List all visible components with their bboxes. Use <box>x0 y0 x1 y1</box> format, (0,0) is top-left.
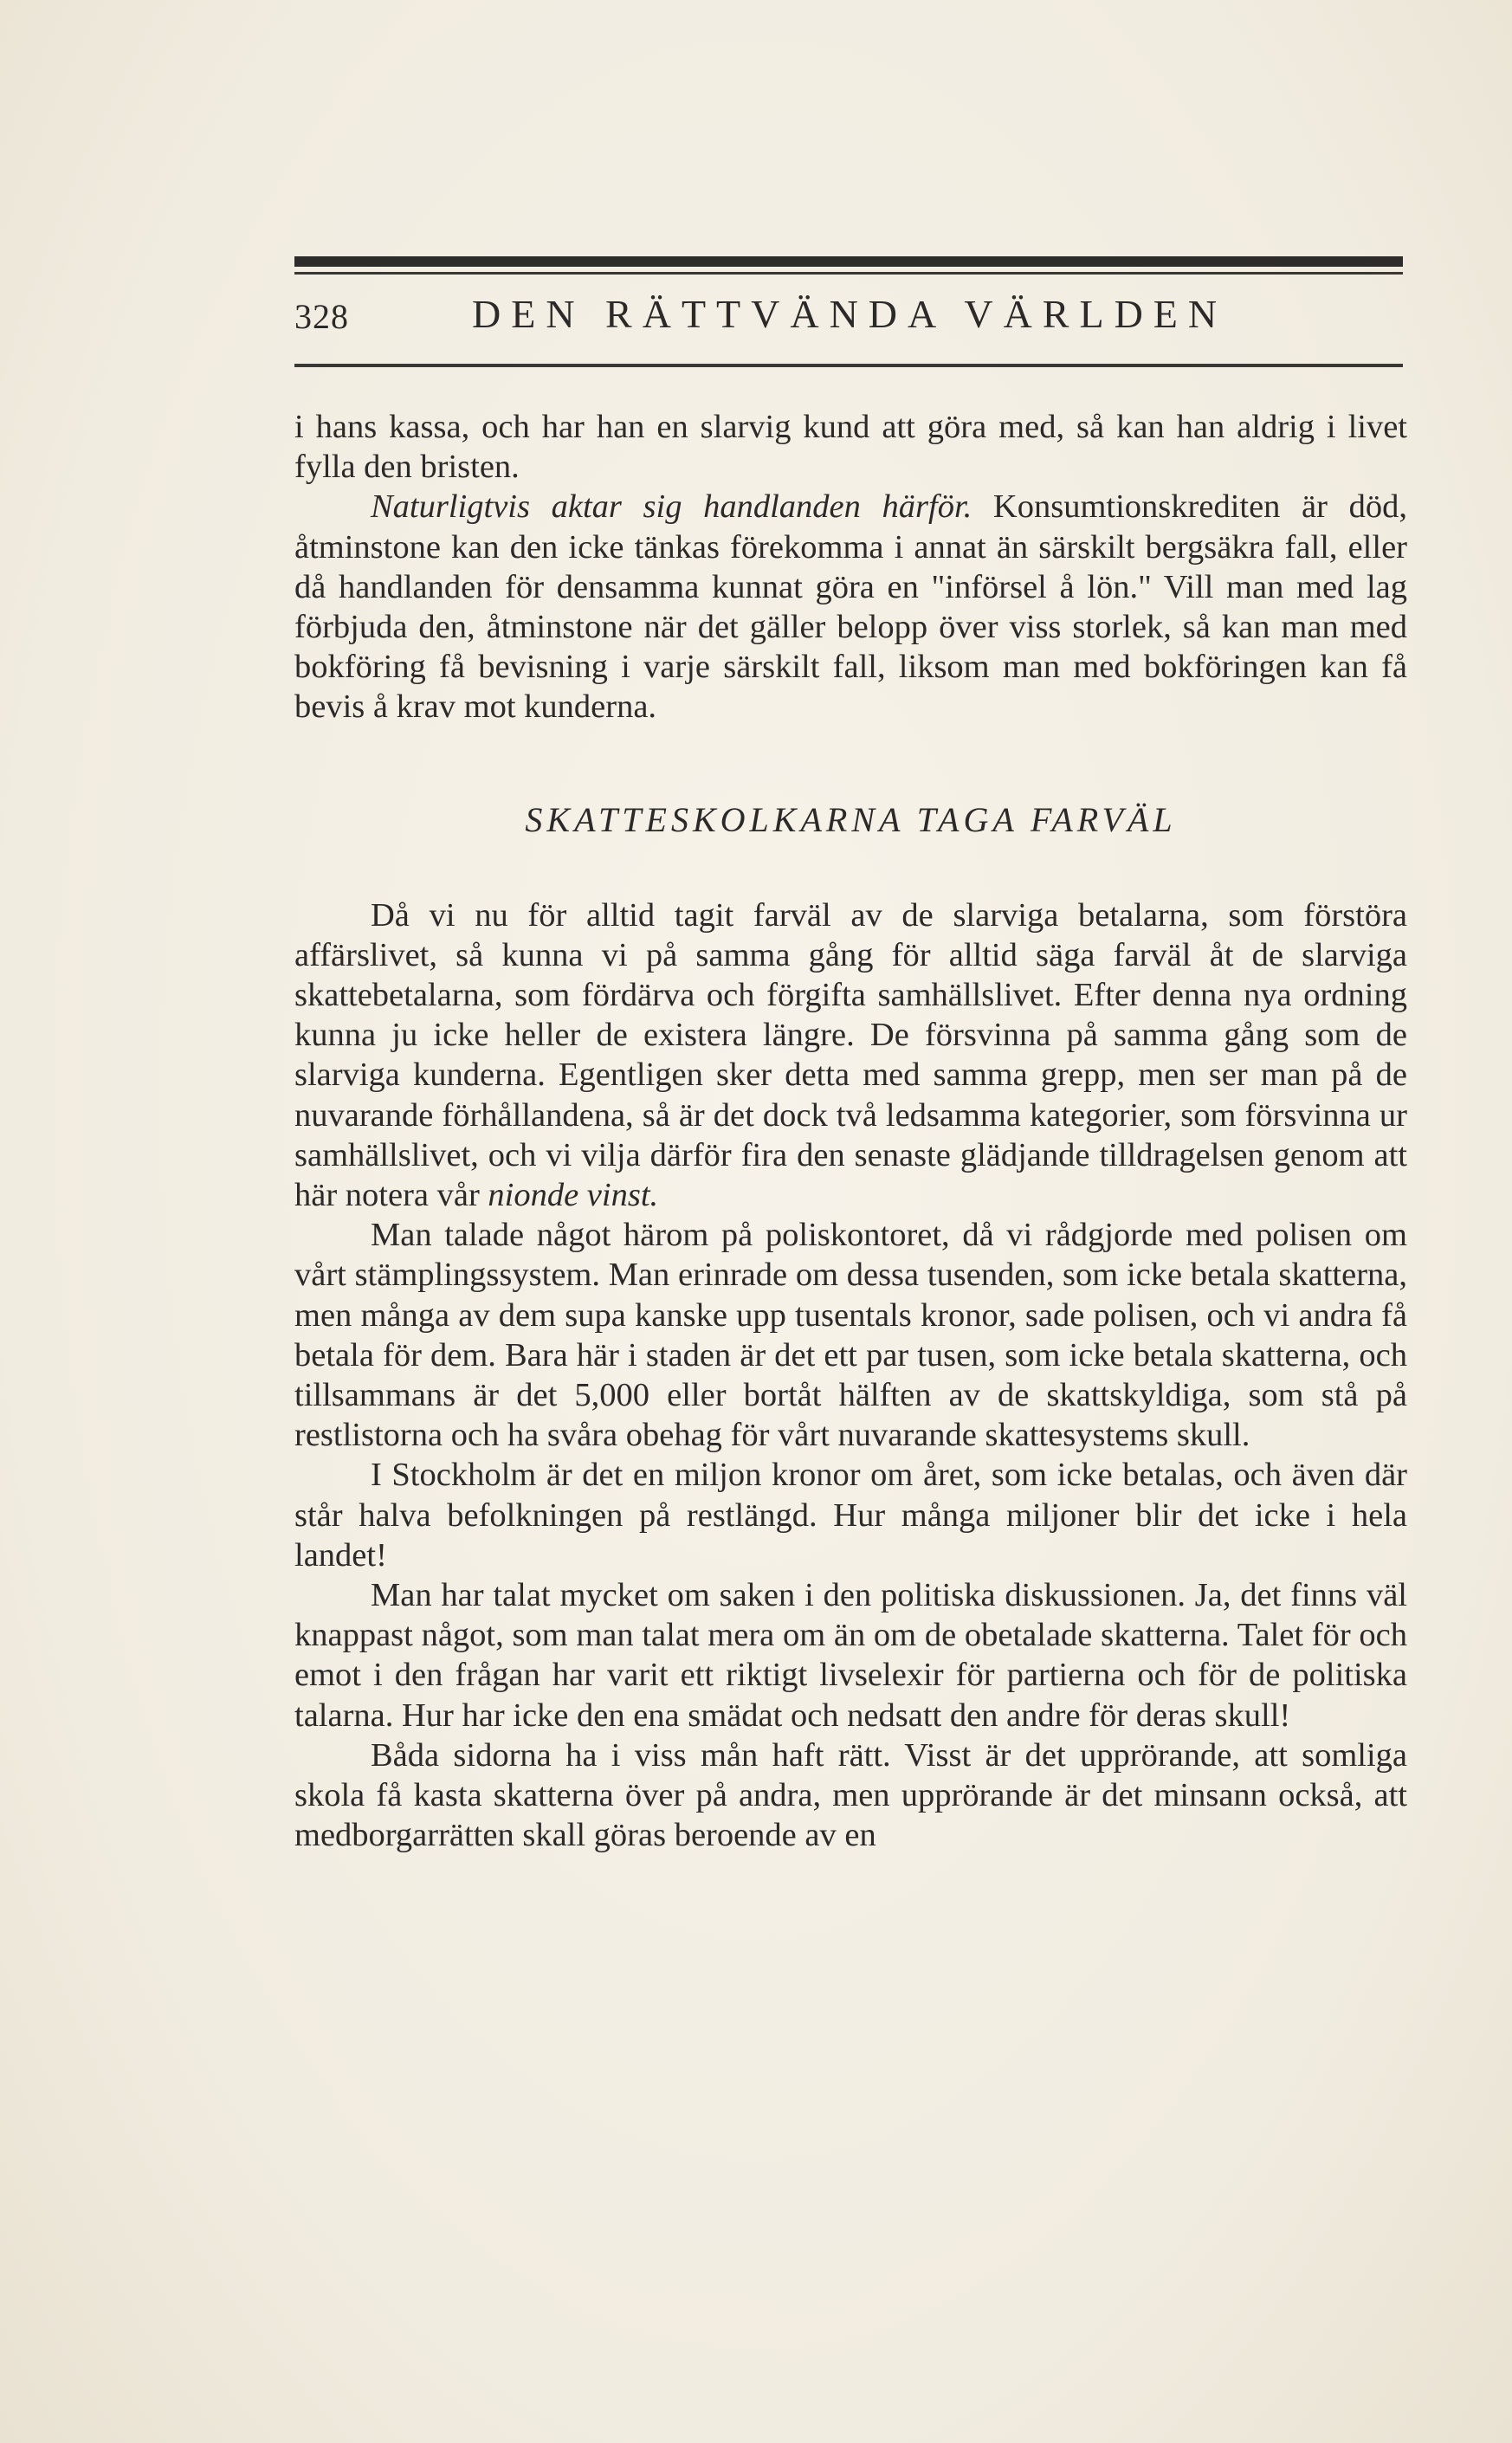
paragraph-continuation: i hans kassa, och har han en slarvig kund att göra med, så kan han aldrig i livet fylla den bristen. <box>294 409 1407 486</box>
paragraph-bada-sidorna: Båda sidorna ha i viss mån haft rätt. Visst är det upprörande, att somliga skola få kasta skatterna över på andra, men upprörande är det minsann också, att medborgarrätten skall göras beroende av en <box>294 1736 1407 1854</box>
page-body <box>294 407 1407 1856</box>
spacer <box>294 840 1407 895</box>
paragraph-stockholm: I Stockholm är det en miljon kronor om året, som icke betalas, och även där står halva befolkningen på restlängd. Hur många miljoner blir det icke i hela landet! <box>294 1457 1407 1574</box>
header-underline <box>294 364 1403 367</box>
section-heading: SKATTESKOLKARNA TAGA FARVÄL <box>525 799 1177 839</box>
running-title: DEN RÄTTVÄNDA VÄRLDEN <box>472 292 1228 336</box>
italic-phrase: Naturligtvis aktar sig handlanden härför. <box>371 488 972 526</box>
spacer <box>294 727 1407 800</box>
paragraph-politiska-diskussionen: Man har talat mycket om saken i den politiska diskussionen. Ja, det finns väl knappast något, som man talat mera om än om de obetalade skatterna. Talet för och emot i den frågan har varit ett riktigt livselexir för partierna och för de politiska talarna. Hur har icke den ena smädat och nedsatt den andre för deras skull! <box>294 1577 1407 1734</box>
paragraph-farval <box>294 895 1407 1216</box>
header-rule-thick <box>294 256 1403 267</box>
paragraph-poliskontoret: Man talade något härom på poliskontoret, då vi rådgjorde med polisen om vårt stämplingssystem. Man erinrade om dessa tusenden, som icke betala skatterna, men många av dem supa kanske upp tusentals kronor, sade polisen, och vi andra få betala för dem. Bara här i staden är det ett par tusen, som icke betala skatterna, och tillsammans är det 5,000 eller bortåt hälften av de skattskyldiga, som stå på restlistorna och ha svåra obehag för vårt nuvarande skattesystems skull. <box>294 1217 1407 1454</box>
paragraph-text: Konsumtionskrediten är död, åtminstone kan den icke tänkas förekomma i annat än särskilt bergsäkra fall, eller då handlanden för densamma kunnat göra en "införsel å lön." Vill man med lag förbjuda den, åtminstone när det gäller belopp över viss storlek, så kan man med bokföring få bevisning i varje särskilt fall, liksom man med bokföringen kan få bevis å krav mot kunderna. <box>294 488 1407 726</box>
page-header <box>294 291 1403 352</box>
header-rule-thin <box>294 272 1403 275</box>
page-number: 328 <box>294 297 349 336</box>
italic-phrase: nionde vinst. <box>488 1177 659 1214</box>
paragraph-text: Då vi nu för alltid tagit farväl av de slarviga betalarna, som förstöra affärslivet, så kunna vi på samma gång för alltid säga farväl åt de slarviga skattebetalarna, som fördärva och förgifta samhällslivet. Efter denna nya ordning kunna ju icke heller de existera längre. De försvinna på samma gång som de slarviga kunderna. Egentligen sker detta med samma grepp, men ser man på de nuvarande förhållandena, så är det dock två ledsamma kategorier, som försvinna ur samhällslivet, och vi vilja därför fira den senaste glädjande tilldragelsen genom att här notera vår <box>294 896 1407 1214</box>
paragraph-naturligtvis <box>294 487 1407 727</box>
